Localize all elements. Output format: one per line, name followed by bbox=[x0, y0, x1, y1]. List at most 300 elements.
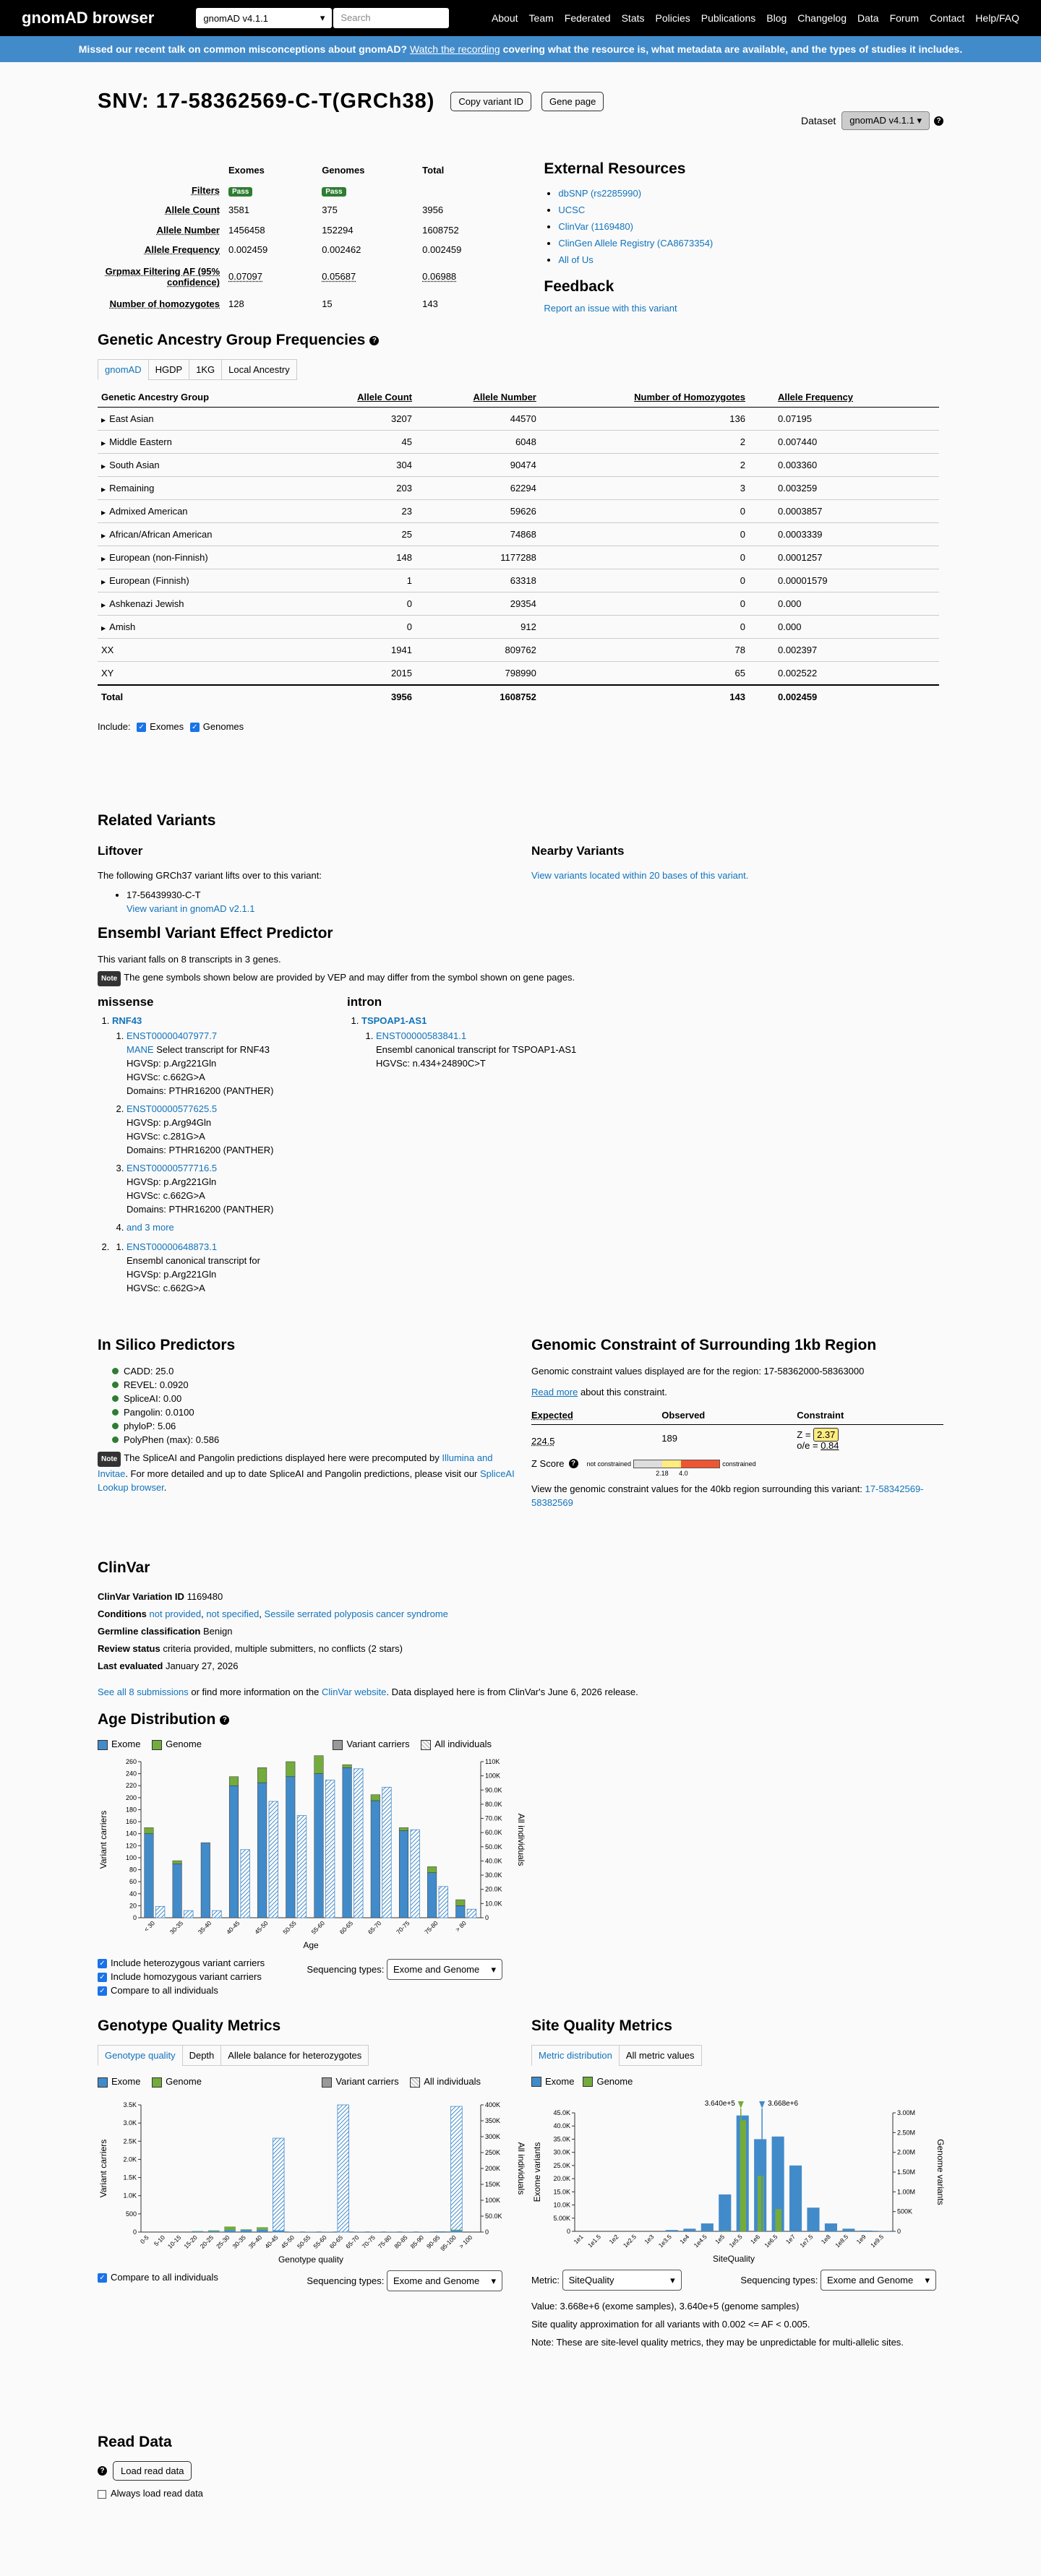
cell-text: 0.003259 bbox=[778, 483, 817, 494]
cell-text: 912 bbox=[520, 621, 536, 632]
table-row[interactable] bbox=[98, 523, 939, 546]
tick-label: 4.0 bbox=[679, 1470, 688, 1477]
cell-text: 29354 bbox=[510, 598, 536, 609]
constraint-table bbox=[531, 1406, 943, 1451]
ancestry-col-header[interactable]: Allele Frequency bbox=[749, 387, 939, 408]
y2-tick-label: 80.0K bbox=[485, 1800, 502, 1807]
cell-text: 0.000 bbox=[778, 598, 802, 609]
expand-icon[interactable]: ▶ bbox=[101, 625, 106, 632]
ancestry-col-header[interactable]: Number of Homozygotes bbox=[540, 387, 749, 408]
x-tick-label: 45-50 bbox=[253, 1919, 270, 1936]
all-individuals-bar bbox=[241, 1849, 250, 1917]
status-dot-icon bbox=[112, 1382, 119, 1388]
genome-bar bbox=[173, 1861, 182, 1864]
cell-text: 0 bbox=[407, 621, 412, 632]
nav-link[interactable]: Team bbox=[529, 12, 554, 24]
constraint-title: Genomic Constraint of Surrounding 1kb Region bbox=[531, 1337, 943, 1354]
seq-types-label: Sequencing types: bbox=[307, 1964, 384, 1975]
note-badge: Note bbox=[98, 1452, 121, 1467]
compare-checkbox[interactable]: ✓ bbox=[98, 1986, 107, 1996]
y-tick-label: 500 bbox=[126, 2210, 137, 2217]
table-cell bbox=[98, 454, 307, 477]
y-tick-label: 40.0K bbox=[553, 2122, 570, 2129]
frequency-table bbox=[98, 160, 511, 314]
freq-cell: 15 bbox=[317, 293, 418, 314]
not-constrained-label: not constrained bbox=[587, 1460, 632, 1468]
nav-link[interactable]: Forum bbox=[890, 12, 919, 24]
y2-tick-label: 30.0K bbox=[485, 1871, 502, 1879]
expand-icon[interactable]: ▶ bbox=[101, 533, 106, 539]
y2-axis-title: All individuals bbox=[516, 2142, 526, 2194]
expand-icon[interactable]: ▶ bbox=[101, 417, 106, 423]
cell-text: 1177288 bbox=[500, 552, 536, 563]
seq-types-label: Sequencing types: bbox=[307, 2275, 384, 2286]
freq-cell: 0.002459 bbox=[418, 240, 511, 259]
table-cell bbox=[416, 523, 540, 546]
x-tick-label: 15-20 bbox=[182, 2233, 199, 2250]
condition-link[interactable]: Sessile serrated polyposis cancer syndrome bbox=[265, 1608, 448, 1619]
transcript-link[interactable]: ENST00000648873.1 bbox=[127, 1241, 217, 1252]
spliceai-lookup-link[interactable]: SpliceAI Lookup browser bbox=[98, 1468, 515, 1493]
cell-text: 1 bbox=[407, 575, 412, 586]
table-cell bbox=[749, 616, 939, 639]
hgvsp: HGVSp: p.Arg221Gln bbox=[127, 1269, 216, 1280]
het-checkbox[interactable]: ✓ bbox=[98, 1959, 107, 1968]
sq-legend bbox=[531, 2076, 943, 2087]
y2-tick-label: 100K bbox=[485, 2197, 500, 2204]
nav-link[interactable]: Contact bbox=[930, 12, 964, 24]
domains: Domains: PTHR16200 (PANTHER) bbox=[127, 1204, 273, 1215]
table-row[interactable] bbox=[98, 593, 939, 616]
all-individuals-bar bbox=[269, 1801, 278, 1918]
cell-text: 0.0003857 bbox=[778, 506, 822, 517]
external-link[interactable]: dbSNP (rs2285990) bbox=[558, 188, 641, 199]
x-tick-label: 1e7.5 bbox=[798, 2233, 814, 2249]
illumina-link[interactable]: Illumina and Invitae bbox=[98, 1452, 492, 1479]
total-cell: 1608752 bbox=[416, 685, 540, 708]
freq-row-label: Allele Count bbox=[98, 200, 224, 220]
table-row[interactable] bbox=[98, 569, 939, 593]
cell-text: 0.07195 bbox=[778, 413, 812, 424]
genome-bar bbox=[451, 2229, 463, 2230]
app-logo[interactable]: gnomAD browser bbox=[22, 9, 154, 27]
genome-bar bbox=[208, 2230, 220, 2231]
genome-bar bbox=[257, 1767, 267, 1783]
x-tick-label: 55-60 bbox=[310, 1919, 327, 1936]
hgvsp: HGVSp: p.Arg221Gln bbox=[127, 1058, 216, 1069]
genome-bar bbox=[427, 1866, 437, 1872]
table-row[interactable] bbox=[98, 546, 939, 569]
all-individuals-swatch bbox=[410, 2077, 420, 2088]
help-icon[interactable]: ? bbox=[98, 2466, 107, 2476]
y2-tick-label: 100K bbox=[485, 1772, 500, 1779]
all-individuals-bar bbox=[354, 1768, 364, 1917]
y2-axis-title: Genome variants bbox=[935, 2139, 946, 2205]
exome-bar bbox=[666, 2230, 678, 2231]
tab[interactable]: Metric distribution bbox=[531, 2045, 620, 2066]
x-tick-label: 1e8.5 bbox=[834, 2233, 849, 2249]
y-tick-label: 0 bbox=[133, 1914, 137, 1921]
expand-icon[interactable]: ▶ bbox=[101, 509, 106, 516]
sq-tabs bbox=[531, 2045, 943, 2066]
freq-cell: 3956 bbox=[418, 200, 511, 220]
note-badge: Note bbox=[98, 971, 121, 986]
nav-link[interactable]: Blog bbox=[766, 12, 787, 24]
cell-text: 63318 bbox=[510, 575, 536, 586]
y-tick-label: 2.0K bbox=[123, 2155, 137, 2163]
x-tick-label: 40-45 bbox=[263, 2233, 280, 2250]
table-row[interactable] bbox=[98, 454, 939, 477]
table-cell bbox=[749, 523, 939, 546]
cell-text: Ashkenazi Jewish bbox=[109, 598, 184, 609]
seq-types-select[interactable]: Exome and Genome ▾ bbox=[387, 1959, 502, 1980]
y-tick-label: 30.0K bbox=[553, 2149, 570, 2156]
nav-link[interactable]: Federated bbox=[565, 12, 611, 24]
all-individuals-label: All individuals bbox=[424, 2076, 481, 2087]
x-tick-label: 0-5 bbox=[139, 2233, 150, 2245]
age-chart bbox=[98, 1756, 524, 1951]
y2-tick-label: 10.0K bbox=[485, 1900, 502, 1907]
y-tick-label: 2.5K bbox=[123, 2137, 137, 2145]
hgvsc: HGVSc: c.662G>A bbox=[127, 1072, 205, 1082]
x-tick-label: 75-80 bbox=[377, 2233, 393, 2250]
table-cell bbox=[98, 523, 307, 546]
external-link[interactable]: UCSC bbox=[558, 204, 585, 215]
table-row[interactable] bbox=[98, 616, 939, 639]
y-tick-label: 25.0K bbox=[553, 2162, 570, 2169]
y-tick-label: 140 bbox=[126, 1830, 137, 1837]
nav-link[interactable]: Publications bbox=[701, 12, 756, 24]
tab[interactable]: 1KG bbox=[189, 359, 222, 380]
oe-value: 0.84 bbox=[821, 1440, 839, 1451]
x-axis-title: SiteQuality bbox=[713, 2254, 755, 2264]
all-individuals-bar bbox=[411, 1830, 420, 1918]
cell-text: 65 bbox=[735, 668, 745, 679]
cell-text: Remaining bbox=[109, 483, 154, 494]
genome-bar bbox=[314, 1755, 324, 1773]
genome-bar bbox=[229, 1776, 239, 1785]
expand-icon[interactable]: ▶ bbox=[101, 440, 106, 447]
expand-icon[interactable]: ▶ bbox=[101, 602, 106, 608]
nav-link[interactable]: Stats bbox=[622, 12, 645, 24]
all-individuals-bar bbox=[382, 1787, 392, 1918]
table-cell bbox=[540, 593, 749, 616]
exome-bar bbox=[241, 2230, 252, 2232]
constraint-text: Genomic constraint values displayed are for the region: 17-58362000-58363000 bbox=[531, 1364, 943, 1378]
table-row[interactable] bbox=[98, 408, 939, 431]
x-tick-label: 1e4.5 bbox=[693, 2233, 708, 2249]
x-tick-label: 1e6 bbox=[749, 2233, 761, 2245]
read-data-title: Read Data bbox=[98, 2434, 524, 2451]
table-cell bbox=[98, 639, 307, 662]
all-individuals-bar bbox=[439, 1886, 448, 1917]
x-tick-label: 30-35 bbox=[168, 1919, 185, 1936]
x-tick-label: 35-40 bbox=[197, 1919, 213, 1936]
tab[interactable]: Depth bbox=[182, 2045, 222, 2066]
ancestry-col-header[interactable]: Allele Count bbox=[307, 387, 416, 408]
cell-text: 2015 bbox=[391, 668, 412, 679]
announcement-banner bbox=[0, 36, 1041, 62]
y-tick-label: 60 bbox=[129, 1878, 137, 1885]
x-tick-label: 1e3 bbox=[643, 2233, 655, 2245]
condition-link[interactable]: not specified bbox=[206, 1608, 259, 1619]
exome-bar bbox=[371, 1801, 380, 1918]
dataset-dropdown-value: gnomAD v4.1.1 bbox=[849, 115, 914, 126]
filters-label: Filters bbox=[98, 180, 224, 199]
y-tick-label: 180 bbox=[126, 1806, 137, 1813]
age-legend bbox=[98, 1739, 492, 1750]
exome-bar bbox=[807, 2207, 819, 2231]
read-more-link[interactable]: Read more bbox=[531, 1387, 578, 1397]
table-cell bbox=[416, 546, 540, 569]
all-individuals-bar bbox=[451, 2106, 463, 2232]
all-individuals-bar bbox=[184, 1911, 194, 1918]
x-tick-label: 1e3.5 bbox=[657, 2233, 673, 2249]
dataset-select[interactable] bbox=[196, 8, 332, 28]
y-tick-label: 1.0K bbox=[123, 2192, 137, 2199]
freq-cell: 143 bbox=[418, 293, 511, 314]
exome-bar bbox=[173, 1864, 182, 1918]
y-tick-label: 45.0K bbox=[553, 2109, 570, 2116]
search-input[interactable]: Search bbox=[333, 8, 449, 28]
x-tick-label: 85-90 bbox=[409, 2233, 426, 2250]
tab[interactable]: Allele balance for heterozygotes bbox=[220, 2045, 369, 2066]
read-more-text: about this constraint. bbox=[581, 1387, 667, 1397]
y2-tick-label: 400K bbox=[485, 2101, 500, 2108]
help-icon[interactable]: ? bbox=[934, 116, 943, 126]
exome-bar bbox=[434, 2231, 446, 2232]
metric-select[interactable]: SiteQuality ▾ bbox=[562, 2270, 682, 2291]
dataset-dropdown[interactable]: gnomAD v4.1.1 ▾ bbox=[841, 111, 930, 130]
show-more-link[interactable]: and 3 more bbox=[127, 1222, 174, 1233]
include-filter bbox=[98, 721, 943, 732]
genomes-checkbox[interactable]: ✓ bbox=[190, 723, 200, 732]
predictor-item: CADD: 25.0 bbox=[124, 1366, 174, 1377]
sq-value-text: Value: 3.668e+6 (exome samples), 3.640e+5 (genome samples) bbox=[531, 2299, 943, 2313]
gq-seq-types-select[interactable]: Exome and Genome ▾ bbox=[387, 2270, 502, 2291]
vep-intro: This variant falls on 8 transcripts in 3 genes. bbox=[98, 952, 943, 966]
cell-text: 0.000 bbox=[778, 621, 802, 632]
sq-seq-types-select[interactable]: Exome and Genome ▾ bbox=[821, 2270, 936, 2291]
nearby-variants-link[interactable]: View variants located within 20 bases of this variant. bbox=[531, 869, 748, 882]
nav-link[interactable]: About bbox=[492, 12, 518, 24]
exome-bar bbox=[789, 2166, 802, 2231]
exome-bar bbox=[343, 1767, 352, 1918]
y-tick-label: 0 bbox=[567, 2228, 570, 2235]
cell-text: 0 bbox=[740, 621, 745, 632]
load-read-data-button[interactable]: Load read data bbox=[113, 2461, 192, 2481]
y2-tick-label: 40.0K bbox=[485, 1857, 502, 1864]
nav-link[interactable]: Help/FAQ bbox=[975, 12, 1019, 24]
table-row[interactable] bbox=[98, 500, 939, 523]
y-tick-label: 3.5K bbox=[123, 2101, 137, 2108]
all-individuals-bar bbox=[273, 2138, 284, 2232]
expected-value: 224.5 bbox=[531, 1425, 661, 1452]
carriers-label: Variant carriers bbox=[346, 1739, 409, 1749]
tab[interactable]: Genotype quality bbox=[98, 2045, 183, 2066]
y2-tick-label: 110K bbox=[485, 1758, 500, 1765]
all-individuals-label: All individuals bbox=[434, 1739, 492, 1749]
expand-icon[interactable]: ▶ bbox=[101, 486, 106, 493]
y2-tick-label: 0 bbox=[485, 2228, 489, 2236]
insilico-title: In Silico Predictors bbox=[98, 1337, 524, 1354]
table-row[interactable] bbox=[98, 477, 939, 500]
cell-text: 304 bbox=[396, 460, 412, 470]
constrained-label: constrained bbox=[722, 1460, 756, 1468]
table-cell bbox=[307, 662, 416, 685]
y2-tick-label: 90.0K bbox=[485, 1786, 502, 1793]
hgvsc: HGVSc: c.662G>A bbox=[127, 1190, 205, 1201]
clinvar-text: or find more information on the bbox=[191, 1687, 319, 1697]
banner-link[interactable]: Watch the recording bbox=[410, 43, 500, 55]
table-cell bbox=[749, 477, 939, 500]
cell-text: 1941 bbox=[391, 645, 412, 655]
cell-text: 3207 bbox=[391, 413, 412, 424]
report-issue-link[interactable]: Report an issue with this variant bbox=[544, 303, 943, 314]
sq-title: Site Quality Metrics bbox=[531, 2017, 943, 2035]
intron-title: intron bbox=[347, 995, 636, 1009]
table-cell bbox=[98, 593, 307, 616]
gq-tabs bbox=[98, 2045, 524, 2066]
genome-bar bbox=[224, 2226, 236, 2230]
freq-cell: 0.002459 bbox=[224, 240, 317, 259]
transcript-link[interactable]: ENST00000583841.1 bbox=[376, 1030, 466, 1041]
cell-text: 148 bbox=[396, 552, 412, 563]
exome-bar bbox=[399, 1830, 408, 1917]
genome-label: Genome bbox=[166, 2076, 202, 2087]
cell-text: 44570 bbox=[510, 413, 536, 424]
ancestry-title: Genetic Ancestry Group Frequencies bbox=[98, 332, 365, 348]
help-icon[interactable]: ? bbox=[220, 1715, 229, 1725]
nav-link[interactable]: Changelog bbox=[797, 12, 847, 24]
nav-link[interactable]: Data bbox=[857, 12, 879, 24]
table-cell bbox=[749, 593, 939, 616]
x-tick-label: 65-70 bbox=[344, 2233, 361, 2250]
pass-badge: Pass bbox=[322, 187, 346, 197]
gene-link-tspoap1-as1[interactable]: TSPOAP1-AS1 bbox=[361, 1015, 427, 1026]
compare-label: Compare to all individuals bbox=[111, 1985, 218, 1996]
transcript-link[interactable]: ENST00000407977.7 bbox=[127, 1030, 217, 1041]
exome-swatch bbox=[98, 2077, 108, 2088]
transcript-link[interactable]: ENST00000577625.5 bbox=[127, 1103, 217, 1114]
expand-icon[interactable]: ▶ bbox=[101, 579, 106, 585]
external-link[interactable]: ClinGen Allele Registry (CA8673354) bbox=[558, 238, 713, 249]
sq-note: Note: These are site-level quality metrics, they may be unpredictable for multi-allelic sites. bbox=[531, 2335, 943, 2349]
x-tick-label: 1e1.5 bbox=[586, 2233, 602, 2249]
freq-row-label: Number of homozygotes bbox=[98, 293, 224, 314]
x-tick-label: 1e2 bbox=[607, 2233, 620, 2245]
expand-icon[interactable]: ▶ bbox=[101, 463, 106, 470]
gq-compare-checkbox[interactable]: ✓ bbox=[98, 2273, 107, 2283]
gene-link-rnf43[interactable]: RNF43 bbox=[112, 1015, 142, 1026]
exome-bar bbox=[224, 2230, 236, 2232]
help-icon[interactable]: ? bbox=[369, 336, 379, 345]
always-load-checkbox[interactable] bbox=[98, 2490, 106, 2499]
help-icon[interactable]: ? bbox=[569, 1459, 578, 1468]
table-cell bbox=[307, 616, 416, 639]
ancestry-col-header[interactable]: Allele Number bbox=[416, 387, 540, 408]
clinvar-website-link[interactable]: ClinVar website bbox=[322, 1687, 386, 1697]
transcript-link[interactable]: ENST00000577716.5 bbox=[127, 1163, 217, 1173]
y-tick-label: 20.0K bbox=[553, 2175, 570, 2182]
freq-cell: 152294 bbox=[317, 220, 418, 239]
x-tick-label: 1e5 bbox=[714, 2233, 726, 2245]
table-cell bbox=[540, 546, 749, 569]
table-cell bbox=[416, 477, 540, 500]
age-title: Age Distribution bbox=[98, 1711, 215, 1728]
copy-variant-id-button[interactable]: Copy variant ID bbox=[450, 92, 531, 111]
exomes-checkbox[interactable]: ✓ bbox=[137, 723, 146, 732]
table-cell bbox=[416, 431, 540, 454]
regional-text: View the genomic constraint values for the 40kb region surrounding this variant: bbox=[531, 1483, 862, 1494]
liftover-link[interactable]: View variant in gnomAD v2.1.1 bbox=[127, 903, 255, 914]
tab[interactable]: Local Ancestry bbox=[221, 359, 297, 380]
tab[interactable]: HGDP bbox=[148, 359, 190, 380]
y-axis-title: Variant carriers bbox=[98, 1810, 108, 1868]
status-dot-icon bbox=[112, 1436, 119, 1443]
x-tick-label: 80-85 bbox=[393, 2233, 409, 2250]
z-value: 2.37 bbox=[813, 1428, 839, 1442]
tab[interactable]: All metric values bbox=[619, 2045, 702, 2066]
germline-value: Benign bbox=[203, 1626, 232, 1637]
last-evaluated-value: January 27, 2026 bbox=[166, 1660, 238, 1671]
exome-label: Exome bbox=[111, 1739, 140, 1749]
table-cell bbox=[416, 662, 540, 685]
genome-bar bbox=[399, 1827, 408, 1830]
dataset-switcher bbox=[801, 111, 943, 130]
mane-link[interactable]: MANE bbox=[127, 1044, 154, 1055]
x-tick-label: 5-10 bbox=[153, 2233, 166, 2247]
y2-tick-label: 200K bbox=[485, 2165, 500, 2172]
hom-checkbox[interactable]: ✓ bbox=[98, 1973, 107, 1982]
marker-arrow-icon bbox=[738, 2101, 744, 2108]
condition-link[interactable]: not provided bbox=[150, 1608, 202, 1619]
expand-icon[interactable]: ▶ bbox=[101, 556, 106, 562]
include-label: Include: bbox=[98, 721, 131, 732]
cell-text: 90474 bbox=[510, 460, 536, 470]
banner-text: Missed our recent talk on common misconceptions about gnomAD? bbox=[79, 43, 407, 55]
ancestry-col-header[interactable]: Genetic Ancestry Group bbox=[98, 387, 307, 408]
hom-label: Include homozygous variant carriers bbox=[111, 1971, 262, 1982]
status-dot-icon bbox=[112, 1423, 119, 1429]
external-link[interactable]: ClinVar (1169480) bbox=[558, 221, 633, 232]
sq-approx-text: Site quality approximation for all variants with 0.002 <= AF < 0.005. bbox=[531, 2317, 943, 2331]
gene-page-button[interactable]: Gene page bbox=[541, 92, 604, 111]
exome-bar bbox=[456, 1905, 466, 1918]
x-tick-label: 10-15 bbox=[166, 2233, 183, 2250]
cell-text: 0.002397 bbox=[778, 645, 817, 655]
external-resources-title: External Resources bbox=[544, 160, 943, 178]
see-all-submissions-link[interactable]: See all 8 submissions bbox=[98, 1687, 189, 1697]
x-tick-label: 45-50 bbox=[280, 2233, 296, 2250]
review-label: Review status bbox=[98, 1643, 160, 1654]
exome-bar bbox=[451, 2230, 463, 2231]
gq-controls bbox=[98, 2270, 502, 2291]
cell-text: 0.007440 bbox=[778, 436, 817, 447]
regional-link[interactable]: 17-58342569-58382569 bbox=[531, 1483, 924, 1508]
y-tick-label: 100 bbox=[126, 1853, 137, 1861]
table-row[interactable] bbox=[98, 431, 939, 454]
ancestry-table bbox=[98, 387, 939, 708]
predictor-item: SpliceAI: 0.00 bbox=[124, 1393, 181, 1404]
nav-link[interactable]: Policies bbox=[656, 12, 690, 24]
y2-tick-label: 3.00M bbox=[897, 2109, 915, 2116]
y2-tick-label: 20.0K bbox=[485, 1885, 502, 1892]
all-individuals-swatch bbox=[421, 1740, 431, 1750]
external-link[interactable]: All of Us bbox=[558, 254, 593, 265]
tab[interactable]: gnomAD bbox=[98, 359, 149, 380]
x-tick-label: 1e7 bbox=[784, 2233, 797, 2245]
